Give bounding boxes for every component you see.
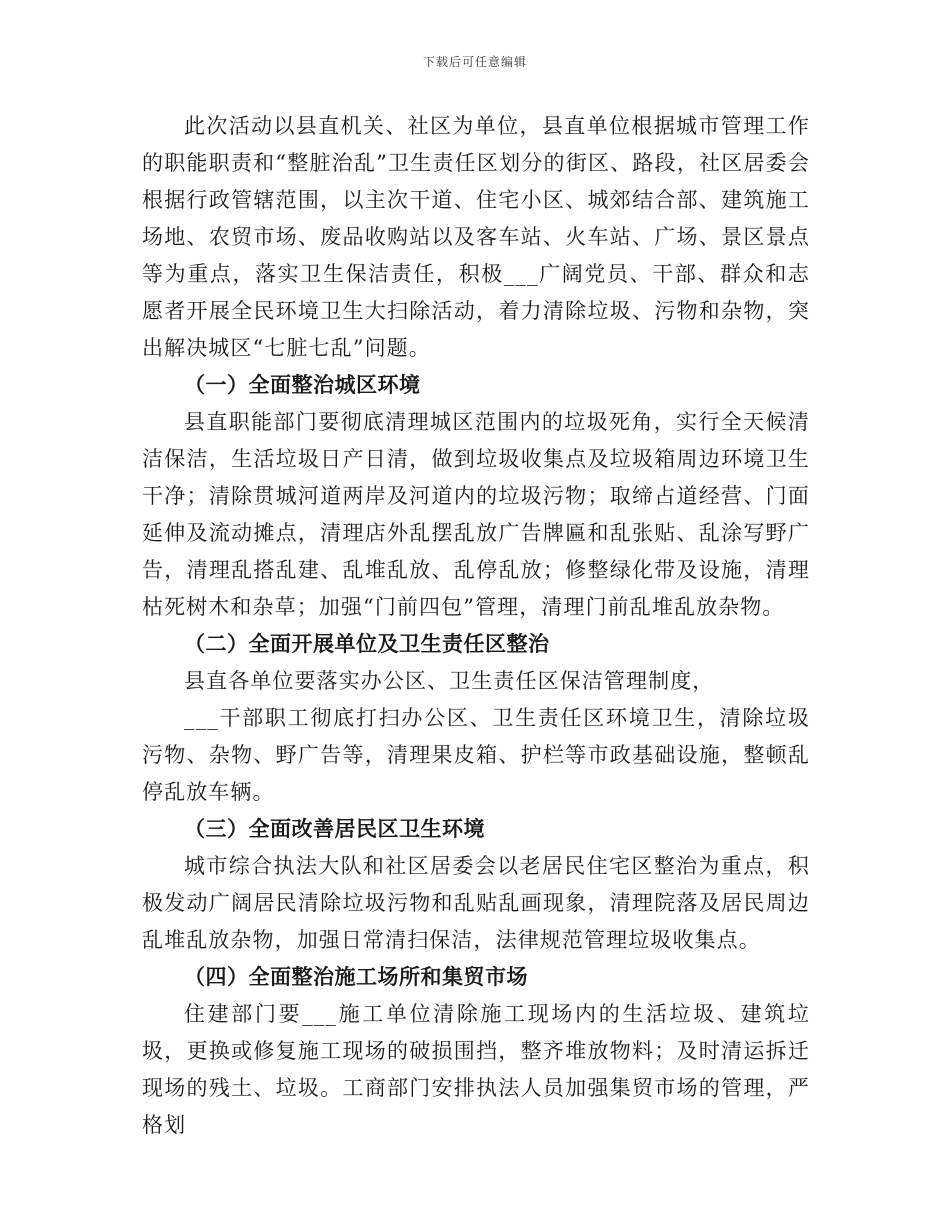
section-2-paragraph-a: 县直各单位要落实办公区、卫生责任区保洁管理制度， (184, 669, 715, 693)
section-4-heading: （四）全面整治施工场所和集贸市场 (184, 965, 528, 989)
section-2-heading: （二）全面开展单位及卫生责任区整治 (184, 632, 550, 656)
section-3-paragraph: 城市综合执法大队和社区居委会以老居民住宅区整治为重点，积极发动广阔居民清除垃圾污物和乱贴乱画现象，清理院落及居民周边乱堆乱放杂物，加强日常清扫保洁，法律规范管理垃圾收集点。 (142, 854, 810, 952)
section-4-paragraph: 住建部门要___施工单位清除施工现场内的生活垃圾、建筑垃圾，更换或修复施工现场的破损围挡，整齐堆放物料；及时清运拆迁现场的残土、垃圾。工商部门安排执法人员加强集贸市场的管理，严格划 (142, 1002, 810, 1137)
section-3-heading: （三）全面改善居民区卫生环境 (184, 817, 485, 841)
section-1-heading: （一）全面整治城区环境 (184, 373, 421, 397)
section-1-paragraph: 县直职能部门要彻底清理城区范围内的垃圾死角，实行全天候清洁保洁，生活垃圾日产日清，做到垃圾收集点及垃圾箱周边环境卫生干净；清除贯城河道两岸及河道内的垃圾污物；取缔占道经营、门面延伸及流动摊点，清理店外乱摆乱放广告牌匾和乱张贴、乱涂写野广告，清理乱搭乱建、乱堆乱放、乱停乱放；修整绿化带及设施，清理枯死树木和杂草；加强“门前四包”管理，清理门前乱堆乱放杂物。 (142, 410, 810, 619)
document-body (142, 108, 810, 1144)
page-header: 下载后可任意编辑 (422, 55, 527, 69)
intro-paragraph: 此次活动以县直机关、社区为单位，县直单位根据城市管理工作的职能职责和“整脏治乱”卫生责任区划分的街区、路段，社区居委会根据行政管辖范围，以主次干道、住宅小区、城郊结合部、建筑施工场地、农贸市场、废品收购站以及客车站、火车站、广场、景区景点等为重点，落实卫生保洁责任，积极___广阔党员、干部、群众和志愿者开展全民环境卫生大扫除活动，着力清除垃圾、污物和杂物，突出解决城区“七脏七乱”问题。 (142, 114, 810, 360)
section-2-paragraph-b: ___干部职工彻底打扫办公区、卫生责任区环境卫生，清除垃圾污物、杂物、野广告等，清理果皮箱、护栏等市政基础设施，整顿乱停乱放车辆。 (142, 706, 810, 804)
